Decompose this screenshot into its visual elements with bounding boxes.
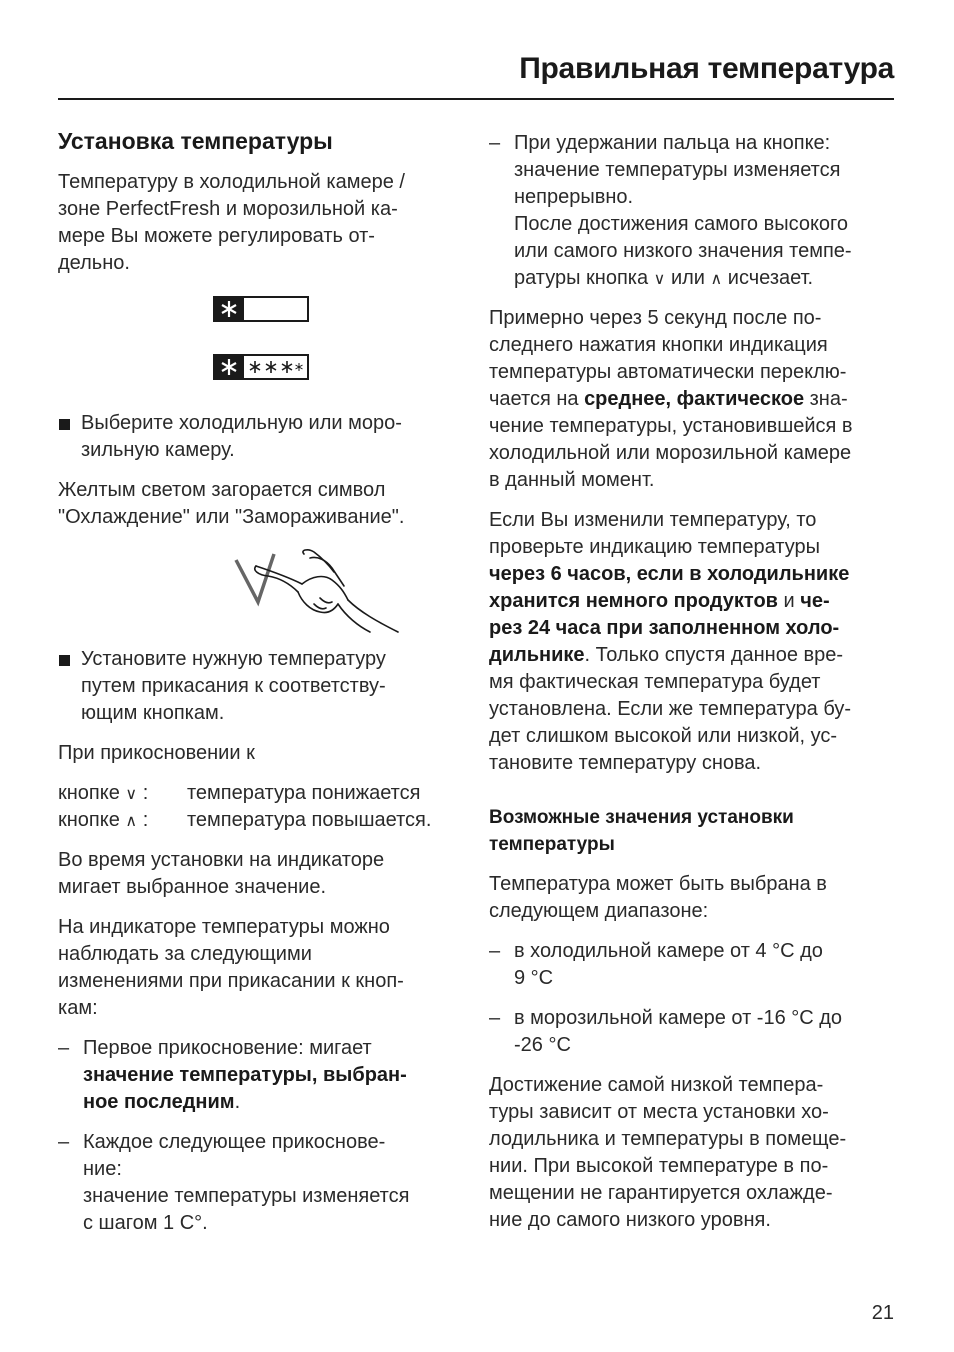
text-line: следнего нажатия кнопки индикация xyxy=(489,334,828,356)
text-line: зильную камеру. xyxy=(81,439,235,461)
key-row-up xyxy=(58,807,468,834)
lowest-temperature-paragraph xyxy=(489,1072,899,1234)
text-line: значение температуры изменяется xyxy=(514,159,841,181)
text-line: наблюдать за следующими xyxy=(58,943,312,965)
blink-paragraph xyxy=(58,847,468,901)
bold-text: че- xyxy=(800,590,830,612)
symbol-paragraph xyxy=(58,477,468,531)
text-line: с шагом 1 C°. xyxy=(83,1212,208,1234)
heading-line: температуры xyxy=(489,834,615,855)
text-line: ние до самого низкого уровня. xyxy=(489,1209,771,1231)
text-line: дельно. xyxy=(58,252,130,274)
text-line: ющим кнопкам. xyxy=(81,702,225,724)
check-paragraph xyxy=(489,507,899,777)
up-arrow-icon: ∧ xyxy=(125,811,138,830)
text-fragment: чается на xyxy=(489,388,579,410)
text-line: мигает выбранное значение. xyxy=(58,876,327,898)
text-line: зоне PerfectFresh и морозильной ка- xyxy=(58,198,398,220)
down-arrow-icon: ∨ xyxy=(125,784,138,803)
punctuation: . xyxy=(234,1091,241,1113)
bold-line: через 6 часов, если в холодильнике xyxy=(489,563,850,585)
dash-hold-finger xyxy=(489,130,899,292)
text-fragment: зна- xyxy=(809,388,848,410)
text-fragment: ратуры кнопка xyxy=(514,267,649,289)
right-column xyxy=(489,130,899,1247)
text-line: Желтым светом загорается символ xyxy=(58,479,386,501)
text-line: – Каждое следующее прикоснове- xyxy=(83,1131,386,1153)
bold-text: дильнике xyxy=(489,644,585,666)
key-table xyxy=(58,780,468,834)
text-fragment: исчезает. xyxy=(727,267,814,289)
key-label xyxy=(58,807,187,834)
changes-paragraph xyxy=(58,914,468,1022)
text-line: – Первое прикосновение: мигает xyxy=(83,1037,372,1059)
bold-text: хранится немного продуктов xyxy=(489,590,778,612)
key-label xyxy=(58,780,187,807)
key-description: температура повышается. xyxy=(187,809,432,831)
hand-pressing-button-icon xyxy=(228,546,403,634)
dash-first-touch xyxy=(58,1035,468,1116)
text-line: – в холодильной камере от 4 °C до xyxy=(514,940,823,962)
text-line: мере Вы можете регулировать от- xyxy=(58,225,375,247)
page-title: Правильная температура xyxy=(519,52,894,85)
dash-each-next-touch xyxy=(58,1129,468,1237)
bold-text: среднее, фактическое xyxy=(584,388,805,410)
text-line: или самого низкого значения темпе- xyxy=(514,240,852,262)
key-description: температура понижается xyxy=(187,782,421,804)
heading-line: Возможные значения установки xyxy=(489,807,794,828)
text-line: Выберите холодильную или моро- xyxy=(81,412,402,434)
text-line: Установите нужную температуру xyxy=(81,648,386,670)
text-line: После достижения самого высокого xyxy=(514,213,849,235)
three-star-freezer-display-icon xyxy=(213,354,309,380)
text-line: На индикаторе температуры можно xyxy=(58,916,390,938)
text-line: нии. При высокой температуре в по- xyxy=(489,1155,829,1177)
text-line: -26 °C xyxy=(514,1034,571,1056)
range-freezer xyxy=(489,1005,899,1059)
text-line: изменениями при прикасании к кноп- xyxy=(58,970,404,992)
up-arrow-icon: ∧ xyxy=(710,269,723,288)
text-line xyxy=(489,588,899,615)
finger-touch-illustration xyxy=(58,544,468,636)
bullet-set-temperature xyxy=(58,646,468,727)
text-line: дет слишком высокой или низкой, ус- xyxy=(489,725,838,747)
key-separator: : xyxy=(142,809,149,831)
key-label-text: кнопке xyxy=(58,782,120,804)
text-line: – При удержании пальца на кнопке: xyxy=(514,132,831,154)
range-paragraph xyxy=(489,871,899,925)
text-line: лодильника и температуры в помеще- xyxy=(489,1128,847,1150)
text-line: кам: xyxy=(58,997,98,1019)
text-line: Если Вы изменили температуру, то xyxy=(489,509,817,531)
text-line: следующем диапазоне: xyxy=(489,900,709,922)
text-line: Примерно через 5 секунд после по- xyxy=(489,307,822,329)
key-row-down xyxy=(58,780,468,807)
subsection-heading xyxy=(489,804,899,858)
text-line xyxy=(489,642,899,669)
down-arrow-icon: ∨ xyxy=(653,269,666,288)
left-column xyxy=(58,120,468,1250)
text-line: ние: xyxy=(83,1158,122,1180)
text-line: в данный момент. xyxy=(489,469,655,491)
key-separator: : xyxy=(142,782,149,804)
page-number: 21 xyxy=(871,1302,894,1324)
text-line: Температура может быть выбрана в xyxy=(489,873,827,895)
text-line: установлена. Если же температура бу- xyxy=(489,698,852,720)
text-line: туры зависит от места установки хо- xyxy=(489,1101,829,1123)
text-line: непрерывно. xyxy=(514,186,634,208)
text-fragment: и xyxy=(783,590,795,612)
text-line xyxy=(489,386,899,413)
range-fridge xyxy=(489,938,899,992)
text-line: Во время установки на индикаторе xyxy=(58,849,385,871)
text-fragment: или xyxy=(670,267,705,289)
intro-paragraph xyxy=(58,169,468,277)
text-line: 9 °C xyxy=(514,967,554,989)
bold-text: ное последним xyxy=(83,1091,235,1113)
text-line: проверьте индикацию температуры xyxy=(489,536,820,558)
text-line: путем прикасания к соответству- xyxy=(81,675,386,697)
bullet-select-compartment xyxy=(58,410,468,464)
text-line xyxy=(514,265,899,292)
text-line: чение температуры, установившейся в xyxy=(489,415,853,437)
five-seconds-paragraph xyxy=(489,305,899,494)
text-line: Достижение самой низкой темпера- xyxy=(489,1074,824,1096)
title-rule xyxy=(58,98,894,100)
text-line: тановите температуру снова. xyxy=(489,752,762,774)
text-line: мя фактическая температура будет xyxy=(489,671,821,693)
text-line: температуры автоматически переклю- xyxy=(489,361,847,383)
section-heading: Установка температуры xyxy=(58,128,333,154)
text-line: мещении не гарантируется охлажде- xyxy=(489,1182,833,1204)
key-label-text: кнопке xyxy=(58,809,120,831)
freezer-display-illustration xyxy=(58,350,468,410)
text-line: – в морозильной камере от -16 °C до xyxy=(514,1007,843,1029)
text-line: Температуру в холодильной камере / xyxy=(58,171,405,193)
text-line: значение температуры изменяется xyxy=(83,1185,410,1207)
text-line: холодильной или морозильной камере xyxy=(489,442,852,464)
bold-line: значение температуры, выбран- xyxy=(83,1064,407,1086)
touch-intro: При прикосновении к xyxy=(58,742,255,764)
fridge-display-illustration xyxy=(58,290,468,350)
text-fragment: . Только спустя данное вре- xyxy=(584,644,844,666)
bold-line: рез 24 часа при заполненном холо- xyxy=(489,617,840,639)
text-line xyxy=(83,1089,468,1116)
snowflake-display-icon xyxy=(213,296,309,322)
text-line: "Охлаждение" или "Замораживание". xyxy=(58,506,405,528)
